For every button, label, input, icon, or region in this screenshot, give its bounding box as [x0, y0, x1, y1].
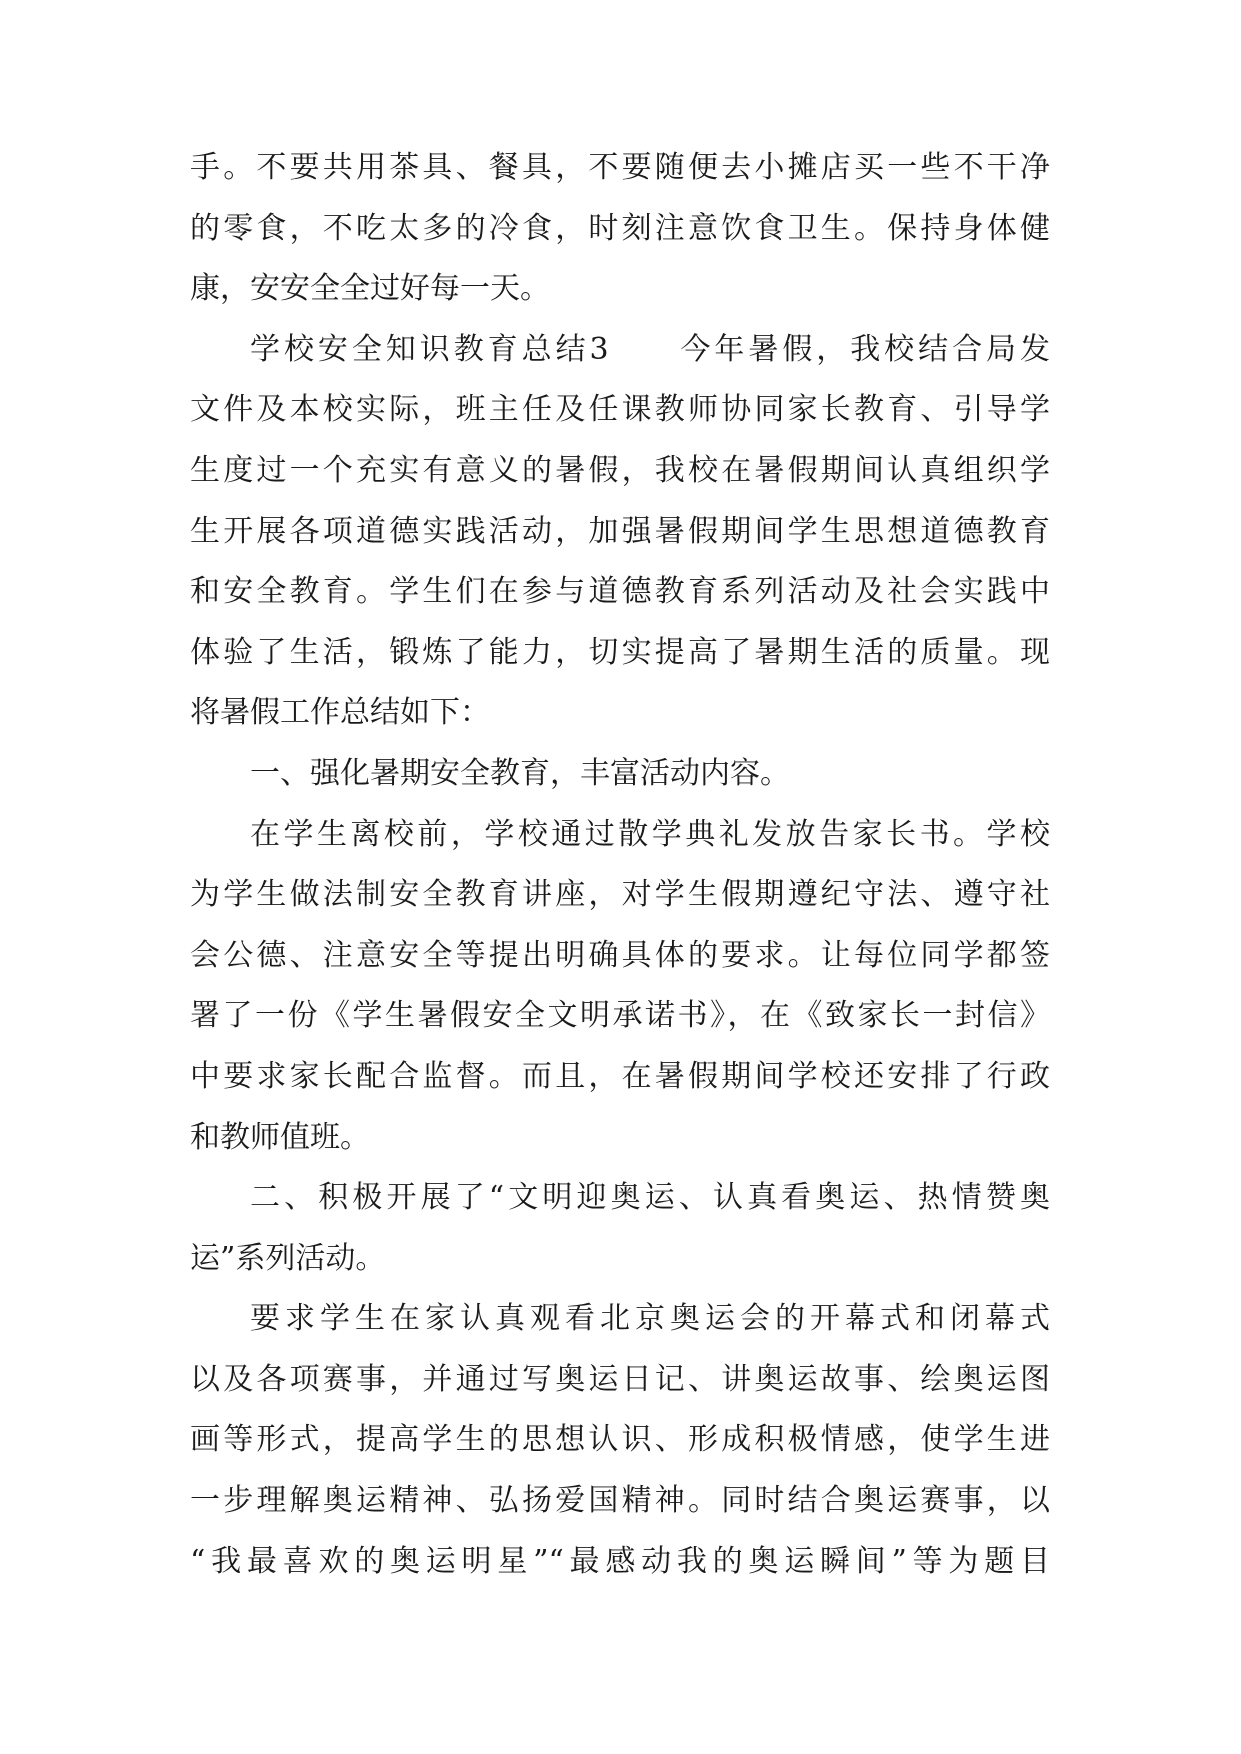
text-line: 在学生离校前，学校通过散学典礼发放告家长书。学校: [250, 816, 1050, 852]
text-line: 署了一份《学生暑假安全文明承诺书》，在《致家长一封信》: [190, 998, 1050, 1034]
text-line: 运”系列活动。: [190, 1240, 386, 1276]
text-line: 将暑假工作总结如下：: [190, 695, 490, 731]
text-line: 二、积极开展了“文明迎奥运、认真看奥运、热情赞奥: [250, 1180, 1050, 1216]
document-page: [190, 138, 1050, 1592]
text-line: 生度过一个充实有意义的暑假，我校在暑假期间认真组织学: [190, 452, 1050, 488]
text-line: 手。不要共用茶具、餐具，不要随便去小摊店买一些不干净: [190, 150, 1050, 185]
document-body: [190, 138, 1050, 1592]
text-line: 画等形式，提高学生的思想认识、形成积极情感，使学生进: [190, 1422, 1050, 1458]
text-line: 要求学生在家认真观看北京奥运会的开幕式和闭幕式: [250, 1301, 1050, 1337]
text-line: 一、强化暑期安全教育，丰富活动内容。: [250, 755, 790, 791]
text-line: 康，安安全全过好每一天。: [190, 271, 550, 307]
text-line: 的零食，不吃太多的冷食，时刻注意饮食卫生。保持身体健: [190, 210, 1050, 246]
text-line: “我最喜欢的奥运明星”“最感动我的奥运瞬间”等为题目: [190, 1543, 1050, 1579]
text-line: 和安全教育。学生们在参与道德教育系列活动及社会实践中: [190, 574, 1050, 610]
text-line: 体验了生活，锻炼了能力，切实提高了暑期生活的质量。现: [190, 634, 1050, 670]
text-line: 学校安全知识教育总结3 今年暑假，我校结合局发: [250, 331, 1050, 367]
text-line: 生开展各项道德实践活动，加强暑假期间学生思想道德教育: [190, 513, 1050, 549]
text-line: 会公德、注意安全等提出明确具体的要求。让每位同学都签: [190, 937, 1050, 973]
text-line: 以及各项赛事，并通过写奥运日记、讲奥运故事、绘奥运图: [190, 1361, 1050, 1397]
text-line: 文件及本校实际，班主任及任课教师协同家长教育、引导学: [190, 392, 1050, 428]
text-line: 为学生做法制安全教育讲座，对学生假期遵纪守法、遵守社: [190, 877, 1050, 913]
text-line: 和教师值班。: [190, 1119, 370, 1155]
text-line: 中要求家长配合监督。而且，在暑假期间学校还安排了行政: [190, 1058, 1050, 1094]
text-line: 一步理解奥运精神、弘扬爱国精神。同时结合奥运赛事，以: [190, 1483, 1050, 1519]
